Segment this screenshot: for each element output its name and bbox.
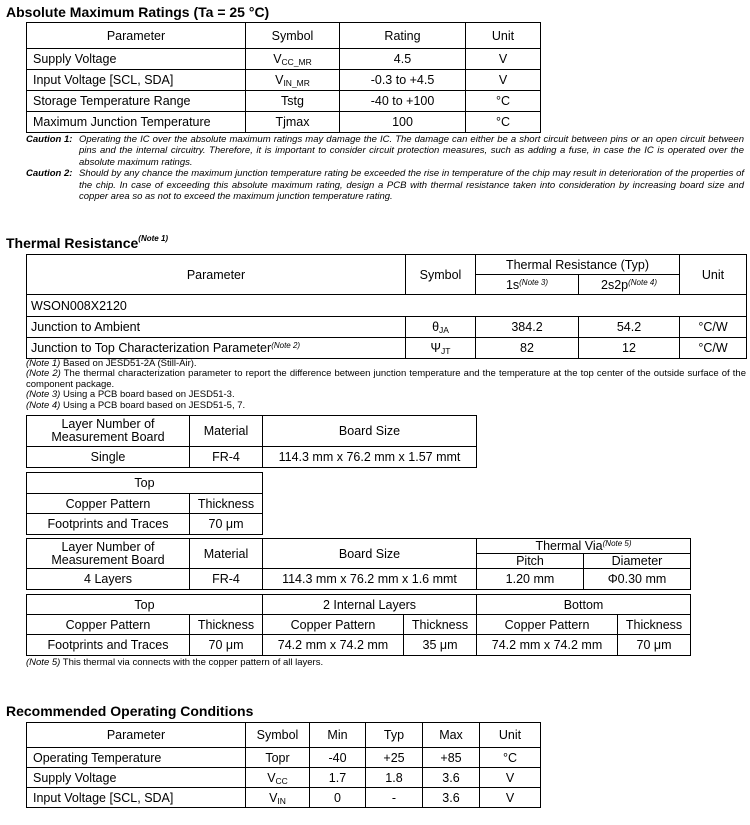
amr-rating: -0.3 to +4.5 <box>340 70 466 91</box>
roc-min: 0 <box>310 788 366 808</box>
roc-header-symbol: Symbol <box>246 723 310 748</box>
thermal-header-2s2p: $2s2p^{(Note 4)}$ <box>579 275 680 295</box>
thermal-header-symbol: Symbol <box>406 255 476 295</box>
amr-symbol: $V_{IN\_MR}$ <box>246 70 340 91</box>
board2-diameter: Φ0.30 mm <box>584 569 691 590</box>
roc-symbol: Topr <box>246 748 310 768</box>
thermal-notes <box>26 359 746 411</box>
thermal-symbol: $\theta_{JA}$ <box>406 317 476 338</box>
thermal-symbol: $\Psi_{JT}$ <box>406 338 476 359</box>
caution-2 <box>26 168 744 202</box>
note-3: (Note 3) Using a PCB board based on JESD51-3. <box>26 389 235 401</box>
thermal-param: Junction to Ambient <box>27 317 406 338</box>
amr-param: Input Voltage [SCL, SDA] <box>27 70 246 91</box>
board2-header-size: Board Size <box>263 539 477 569</box>
copper-header-pattern: Copper Pattern <box>27 494 190 514</box>
board2-header-pitch: Pitch <box>477 554 584 569</box>
amr-param: Supply Voltage <box>27 49 246 70</box>
board-header-material: Material <box>190 416 263 447</box>
board-layer: Single <box>27 447 190 468</box>
table-row <box>27 788 541 808</box>
table-row <box>27 514 263 535</box>
copper2-bottom-thickness: 70 μm <box>618 635 691 656</box>
board2-layer: 4 Layers <box>27 569 190 590</box>
board2-header-thermal-via: Thermal Via$^{(Note 5)}$ <box>477 539 691 554</box>
board2-header-layer: Layer Number of Measurement Board <box>27 539 190 569</box>
caution-label: Caution 2: <box>26 168 73 180</box>
thermal-header-parameter: Parameter <box>27 255 406 295</box>
roc-typ: +25 <box>366 748 423 768</box>
table-row <box>27 447 477 468</box>
roc-header-min: Min <box>310 723 366 748</box>
amr-rating: 100 <box>340 112 466 133</box>
thermal-header-resistance: Thermal Resistance (Typ) <box>476 255 680 275</box>
caution-label: Caution 1: <box>26 134 73 145</box>
amr-param: Maximum Junction Temperature <box>27 112 246 133</box>
roc-header-row <box>27 723 541 748</box>
copper2-header-thickness: Thickness <box>618 615 691 635</box>
thermal-unit: °C/W <box>680 338 747 359</box>
roc-param: Input Voltage [SCL, SDA] <box>27 788 246 808</box>
board2-size: 114.3 mm x 76.2 mm x 1.6 mmt <box>263 569 477 590</box>
amr-header-rating: Rating <box>340 23 466 49</box>
copper2-header-internal: 2 Internal Layers <box>263 595 477 615</box>
table-row <box>27 112 541 133</box>
roc-symbol: $V_{CC}$ <box>246 768 310 788</box>
table-row <box>27 748 541 768</box>
board-size: 114.3 mm x 76.2 mm x 1.57 mmt <box>263 447 477 468</box>
amr-rating: 4.5 <box>340 49 466 70</box>
thermal-2s2p-value: 12 <box>579 338 680 359</box>
thermal-2s2p-value: 54.2 <box>579 317 680 338</box>
roc-unit: V <box>480 768 541 788</box>
table-row <box>27 317 747 338</box>
amr-unit: °C <box>466 91 541 112</box>
amr-symbol: Tstg <box>246 91 340 112</box>
board-header-layer: Layer Number of Measurement Board <box>27 416 190 447</box>
roc-header-unit: Unit <box>480 723 541 748</box>
copper2-top-thickness: 70 μm <box>190 635 263 656</box>
roc-max: 3.6 <box>423 788 480 808</box>
thermal-package: WSON008X2120 <box>27 295 747 317</box>
roc-unit: °C <box>480 748 541 768</box>
amr-table <box>26 22 541 133</box>
copper-pattern: Footprints and Traces <box>27 514 190 535</box>
copper2-header-bottom: Bottom <box>477 595 691 615</box>
note-2: (Note 2) The thermal characterization parameter to report the difference between junction temperature and the temperature at the top center of the outside surface of the component package. <box>26 368 746 390</box>
table-row <box>27 768 541 788</box>
copper-4layer-table <box>26 594 691 656</box>
thermal-table <box>26 254 747 359</box>
table-row <box>27 70 541 91</box>
table-row <box>27 569 691 590</box>
board-single-table <box>26 415 477 468</box>
amr-unit: °C <box>466 112 541 133</box>
board2-pitch: 1.20 mm <box>477 569 584 590</box>
thermal-1s-value: 384.2 <box>476 317 579 338</box>
board-header-size: Board Size <box>263 416 477 447</box>
roc-symbol: $V_{IN}$ <box>246 788 310 808</box>
copper-single-table <box>26 472 263 535</box>
thermal-title: Thermal Resistance$^{(Note 1)}$ <box>6 234 169 251</box>
roc-typ: 1.8 <box>366 768 423 788</box>
table-row <box>27 49 541 70</box>
thermal-header-unit: Unit <box>680 255 747 295</box>
amr-param: Storage Temperature Range <box>27 91 246 112</box>
amr-title: Absolute Maximum Ratings (Ta = 25 °C) <box>6 4 270 20</box>
roc-min: -40 <box>310 748 366 768</box>
caution-text: Operating the IC over the absolute maximum ratings may damage the IC. The damage can either be a short circuit between pins or an open circuit between pins and the internal circuitry. Therefore, it is important to consider circuit protection measures, such as adding a fuse, in case the IC is operated over the absolute maximum ratings. <box>79 134 744 168</box>
amr-unit: V <box>466 49 541 70</box>
thermal-param: Junction to Top Characterization Parameter$^{(Note 2)}$ <box>27 338 406 359</box>
copper2-header-pattern: Copper Pattern <box>27 615 190 635</box>
copper2-header-pattern: Copper Pattern <box>477 615 618 635</box>
amr-header-parameter: Parameter <box>27 23 246 49</box>
board2-header-material: Material <box>190 539 263 569</box>
amr-rating: -40 to +100 <box>340 91 466 112</box>
roc-max: 3.6 <box>423 768 480 788</box>
roc-param: Supply Voltage <box>27 768 246 788</box>
board2-material: FR-4 <box>190 569 263 590</box>
board2-header-diameter: Diameter <box>584 554 691 569</box>
amr-unit: V <box>466 70 541 91</box>
amr-header-unit: Unit <box>466 23 541 49</box>
note-4: (Note 4) Using a PCB board based on JESD51-5, 7. <box>26 399 246 411</box>
copper2-bottom-pattern: 74.2 mm x 74.2 mm <box>477 635 618 656</box>
thermal-unit: °C/W <box>680 317 747 338</box>
amr-header-row <box>27 23 541 49</box>
caution-text: Should by any chance the maximum junction temperature rating be exceeded the rise in temperature of the chip may result in deterioration of the properties of the chip. In case of exceeding this absolute maximum rating, design a PCB with thermal resistance taken into consideration by increasing board size and copper area so as not to exceed the maximum junction temperature rating. <box>79 168 744 203</box>
roc-unit: V <box>480 788 541 808</box>
board-material: FR-4 <box>190 447 263 468</box>
copper-header-top: Top <box>27 473 263 494</box>
board-4layer-table <box>26 538 691 590</box>
table-row <box>27 338 747 359</box>
roc-table <box>26 722 541 808</box>
thermal-header-1s: $1s^{(Note 3)}$ <box>476 275 579 295</box>
note-1: (Note 1) Based on JESD51-2A (Still-Air). <box>26 358 197 369</box>
copper2-header-pattern: Copper Pattern <box>263 615 404 635</box>
roc-header-parameter: Parameter <box>27 723 246 748</box>
roc-min: 1.7 <box>310 768 366 788</box>
roc-header-max: Max <box>423 723 480 748</box>
copper-header-thickness: Thickness <box>190 494 263 514</box>
roc-max: +85 <box>423 748 480 768</box>
note-5: (Note 5) This thermal via connects with the copper pattern of all layers. <box>26 657 324 668</box>
table-row <box>27 635 691 656</box>
amr-header-symbol: Symbol <box>246 23 340 49</box>
thermal-1s-value: 82 <box>476 338 579 359</box>
table-row <box>27 91 541 112</box>
amr-symbol: $V_{CC\_MR}$ <box>246 49 340 70</box>
copper-thickness: 70 μm <box>190 514 263 535</box>
copper2-internal-pattern: 74.2 mm x 74.2 mm <box>263 635 404 656</box>
copper2-header-top: Top <box>27 595 263 615</box>
copper2-header-thickness: Thickness <box>190 615 263 635</box>
roc-header-typ: Typ <box>366 723 423 748</box>
copper2-header-thickness: Thickness <box>404 615 477 635</box>
copper2-internal-thickness: 35 μm <box>404 635 477 656</box>
amr-cautions <box>26 134 744 202</box>
copper2-top-pattern: Footprints and Traces <box>27 635 190 656</box>
amr-symbol: Tjmax <box>246 112 340 133</box>
caution-1 <box>26 134 744 168</box>
roc-param: Operating Temperature <box>27 748 246 768</box>
roc-title: Recommended Operating Conditions <box>6 703 254 719</box>
roc-typ: - <box>366 788 423 808</box>
